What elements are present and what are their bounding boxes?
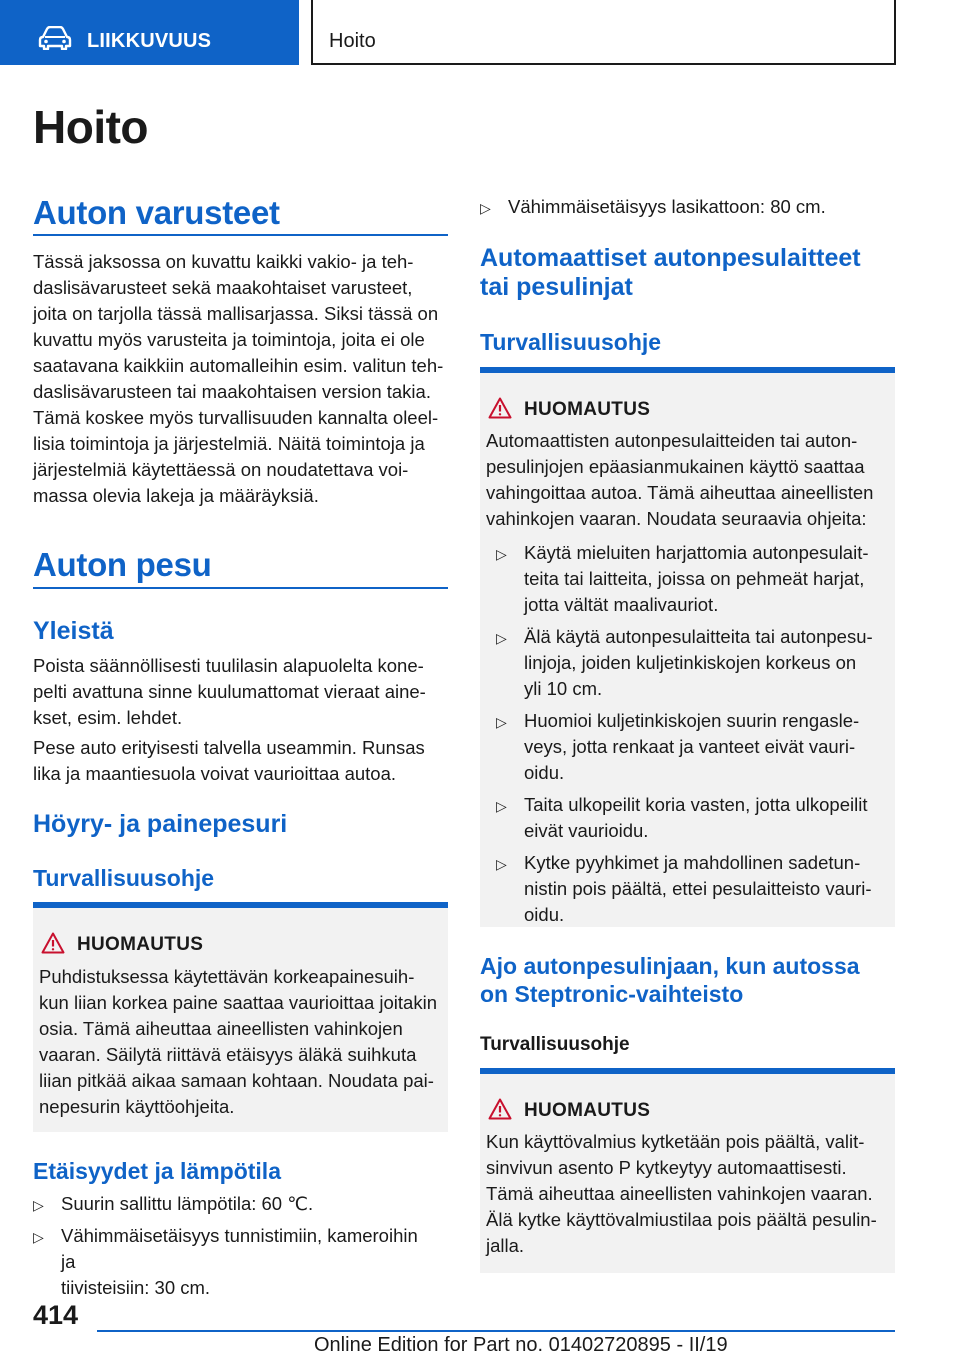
- text-line: liian pitkää aikaa samaan kohtaan. Noudata pai-: [39, 1070, 434, 1091]
- text-line: osia. Tämä aiheuttaa aineellisten vahinkojen: [39, 1018, 403, 1039]
- text-line: kun liian korkea paine saattaa vaurioittaa joitakin: [39, 992, 437, 1013]
- bullet-triangle-icon: ▷: [33, 1229, 44, 1245]
- text-line: yli 10 cm.: [524, 678, 603, 699]
- notice-title: HUOMAUTUS: [524, 1100, 651, 1121]
- chapter-header: [311, 0, 896, 65]
- heading-general: Yleistä: [33, 617, 114, 645]
- general-paragraph-2: [33, 735, 448, 787]
- text-line: Kytke pyyhkimet ja mahdollinen sadetun-: [524, 852, 861, 873]
- bullet-triangle-icon: ▷: [496, 856, 507, 872]
- heading-safety: Turvallisuusohje: [480, 329, 662, 355]
- text-line: Käytä mieluiten harjattomia autonpesulait-: [524, 542, 869, 563]
- heading-steptronic: [480, 952, 900, 1008]
- text-line: kuvattu myös varusteita ja toimintoja, joita ei ole: [33, 329, 425, 350]
- text-line: oidu.: [524, 904, 565, 925]
- text-line: Taita ulkopeilit koria vasten, jotta ulkopeilit: [524, 794, 868, 815]
- text-line: Puhdistuksessa käytettävän korkeapainesuih-: [39, 966, 415, 987]
- text-line: vahingoittaa autoa. Tämä aiheuttaa aineellisten: [486, 482, 874, 503]
- text-line: daslisävarusteen tai maakohtaisen version takia.: [33, 381, 431, 402]
- text-line: Automaattiset autonpesulaitteet: [480, 244, 861, 272]
- text-line: Tämä koskee myös turvallisuuden kannalta oleel-: [33, 407, 439, 428]
- text-line: vaaran. Säilytä riittävä etäisyys äläkä suihkuta: [39, 1044, 417, 1065]
- text-line: saatavana kaikkiin automalleihin esim. valitun teh-: [33, 355, 444, 376]
- text-line: vahinkojen vaaran. Noudata seuraavia ohjeita:: [486, 508, 867, 529]
- text-line: jotta vältät maalivauriot.: [524, 594, 719, 615]
- text-line: Poista säännöllisesti tuulilasin alapuolelta kone-: [33, 655, 424, 676]
- notice-text: [39, 964, 444, 1120]
- text-line: massa olevia lakeja ja määräyksiä.: [33, 485, 319, 506]
- page-title: Hoito: [33, 101, 149, 153]
- heading-rule: [33, 234, 448, 236]
- text-line: Kun käyttövalmius kytketään pois päältä, valit-: [486, 1131, 865, 1152]
- notice-title: HUOMAUTUS: [77, 934, 204, 955]
- text-line: eivät vaurioidu.: [524, 820, 649, 841]
- page-number: 414: [33, 1300, 79, 1330]
- text-line: Automaattisten autonpesulaitteiden tai auton-: [486, 430, 858, 451]
- text-line: linjoja, joiden kuljetinkiskojen korkeus on: [524, 652, 857, 673]
- bullet-triangle-icon: ▷: [480, 200, 491, 216]
- notice-box: [33, 902, 448, 1132]
- text-line: tiivisteisiin: 30 cm.: [61, 1277, 211, 1298]
- text-line: oidu.: [524, 762, 565, 783]
- bullet-triangle-icon: ▷: [496, 546, 507, 562]
- warning-icon: [488, 1098, 512, 1120]
- heading-rule: [33, 587, 448, 589]
- text-line: pesulinjojen epäasianmukainen käyttö saattaa: [486, 456, 865, 477]
- text-line: Suurin sallittu lämpötila: 60 ℃.: [61, 1193, 314, 1214]
- warning-icon: [488, 397, 512, 419]
- edition-footer: Online Edition for Part no. 01402720895 - II/19: [314, 1334, 728, 1356]
- text-line: Vähimmäisetäisyys tunnistimiin, kameroihin ja: [61, 1225, 418, 1272]
- text-line: kset, esim. lehdet.: [33, 707, 183, 728]
- notice-title: HUOMAUTUS: [524, 399, 651, 420]
- heading-wash: Auton pesu: [33, 546, 212, 583]
- bullet-triangle-icon: ▷: [496, 714, 507, 730]
- text-line: Älä kytke käyttövalmiustilaa pois päältä pesulin-: [486, 1209, 877, 1230]
- car-icon: [38, 26, 72, 50]
- equipment-paragraph: [33, 249, 448, 509]
- notice-text: [486, 428, 891, 532]
- heading-distances: Etäisyydet ja lämpötila: [33, 1158, 281, 1184]
- section-tab[interactable]: [0, 0, 299, 65]
- text-line: jalla.: [486, 1235, 525, 1256]
- text-line: nepesurin käyttöohjeita.: [39, 1096, 235, 1117]
- text-line: tai pesulinjat: [480, 273, 633, 301]
- bullet-triangle-icon: ▷: [496, 630, 507, 646]
- heading-equipment: Auton varusteet: [33, 194, 280, 231]
- text-line: Älä käytä autonpesulaitteita tai autonpesu-: [524, 626, 873, 647]
- heading-safety: Turvallisuusohje: [33, 865, 215, 891]
- text-line: lika ja maantiesuola voivat vaurioittaa autoa.: [33, 763, 397, 784]
- text-line: lisia toimintoja ja järjestelmiä. Näitä toimintoja ja: [33, 433, 425, 454]
- text-line: järjestelmiä käytettäessä on noudatettava voi-: [33, 459, 409, 480]
- notice-box: [480, 367, 895, 927]
- text-line: Ajo autonpesulinjaan, kun autossa: [480, 953, 860, 979]
- text-line: nistin pois päältä, ettei pesulaitteisto vauri-: [524, 878, 872, 899]
- text-line: pelti avattuna sinne kuulumattomat vieraat aine-: [33, 681, 426, 702]
- section-label: LIIKKUVUUS: [87, 30, 212, 52]
- general-paragraph-1: [33, 653, 448, 731]
- text-line: on Steptronic-vaihteisto: [480, 981, 744, 1007]
- heading-steam-washer: Höyry- ja painepesuri: [33, 810, 288, 838]
- bullet-triangle-icon: ▷: [33, 1197, 44, 1213]
- bullet-triangle-icon: ▷: [496, 798, 507, 814]
- text-line: sinvivun asento P kytkeytyy automaattisesti.: [486, 1157, 847, 1178]
- text-line: veys, jotta renkaat ja vanteet eivät vauri-: [524, 736, 856, 757]
- text-line: Tässä jaksossa on kuvattu kaikki vakio- ja teh-: [33, 251, 414, 272]
- text-line: joita on tarjolla tässä mallisarjassa. Siksi tässä on: [33, 303, 439, 324]
- notice-box: [480, 1068, 895, 1273]
- warning-icon: [41, 932, 65, 954]
- text-line: Tämä aiheuttaa aineellisten vahinkojen vaaran.: [486, 1183, 873, 1204]
- text-line: teita tai laitteita, joissa on pehmeät harjat,: [524, 568, 865, 589]
- chapter-label: Hoito: [329, 30, 376, 52]
- heading-safety: Turvallisuusohje: [480, 1034, 630, 1055]
- text-line: daslisävarusteet sekä maakohtaiset varusteet,: [33, 277, 413, 298]
- text-line: Huomioi kuljetinkiskojen suurin rengasle-: [524, 710, 860, 731]
- heading-automatic-wash: [480, 244, 900, 302]
- footer-rule: [97, 1330, 895, 1332]
- text-line: Pese auto erityisesti talvella useammin. Runsas: [33, 737, 425, 758]
- notice-text: [486, 1129, 891, 1259]
